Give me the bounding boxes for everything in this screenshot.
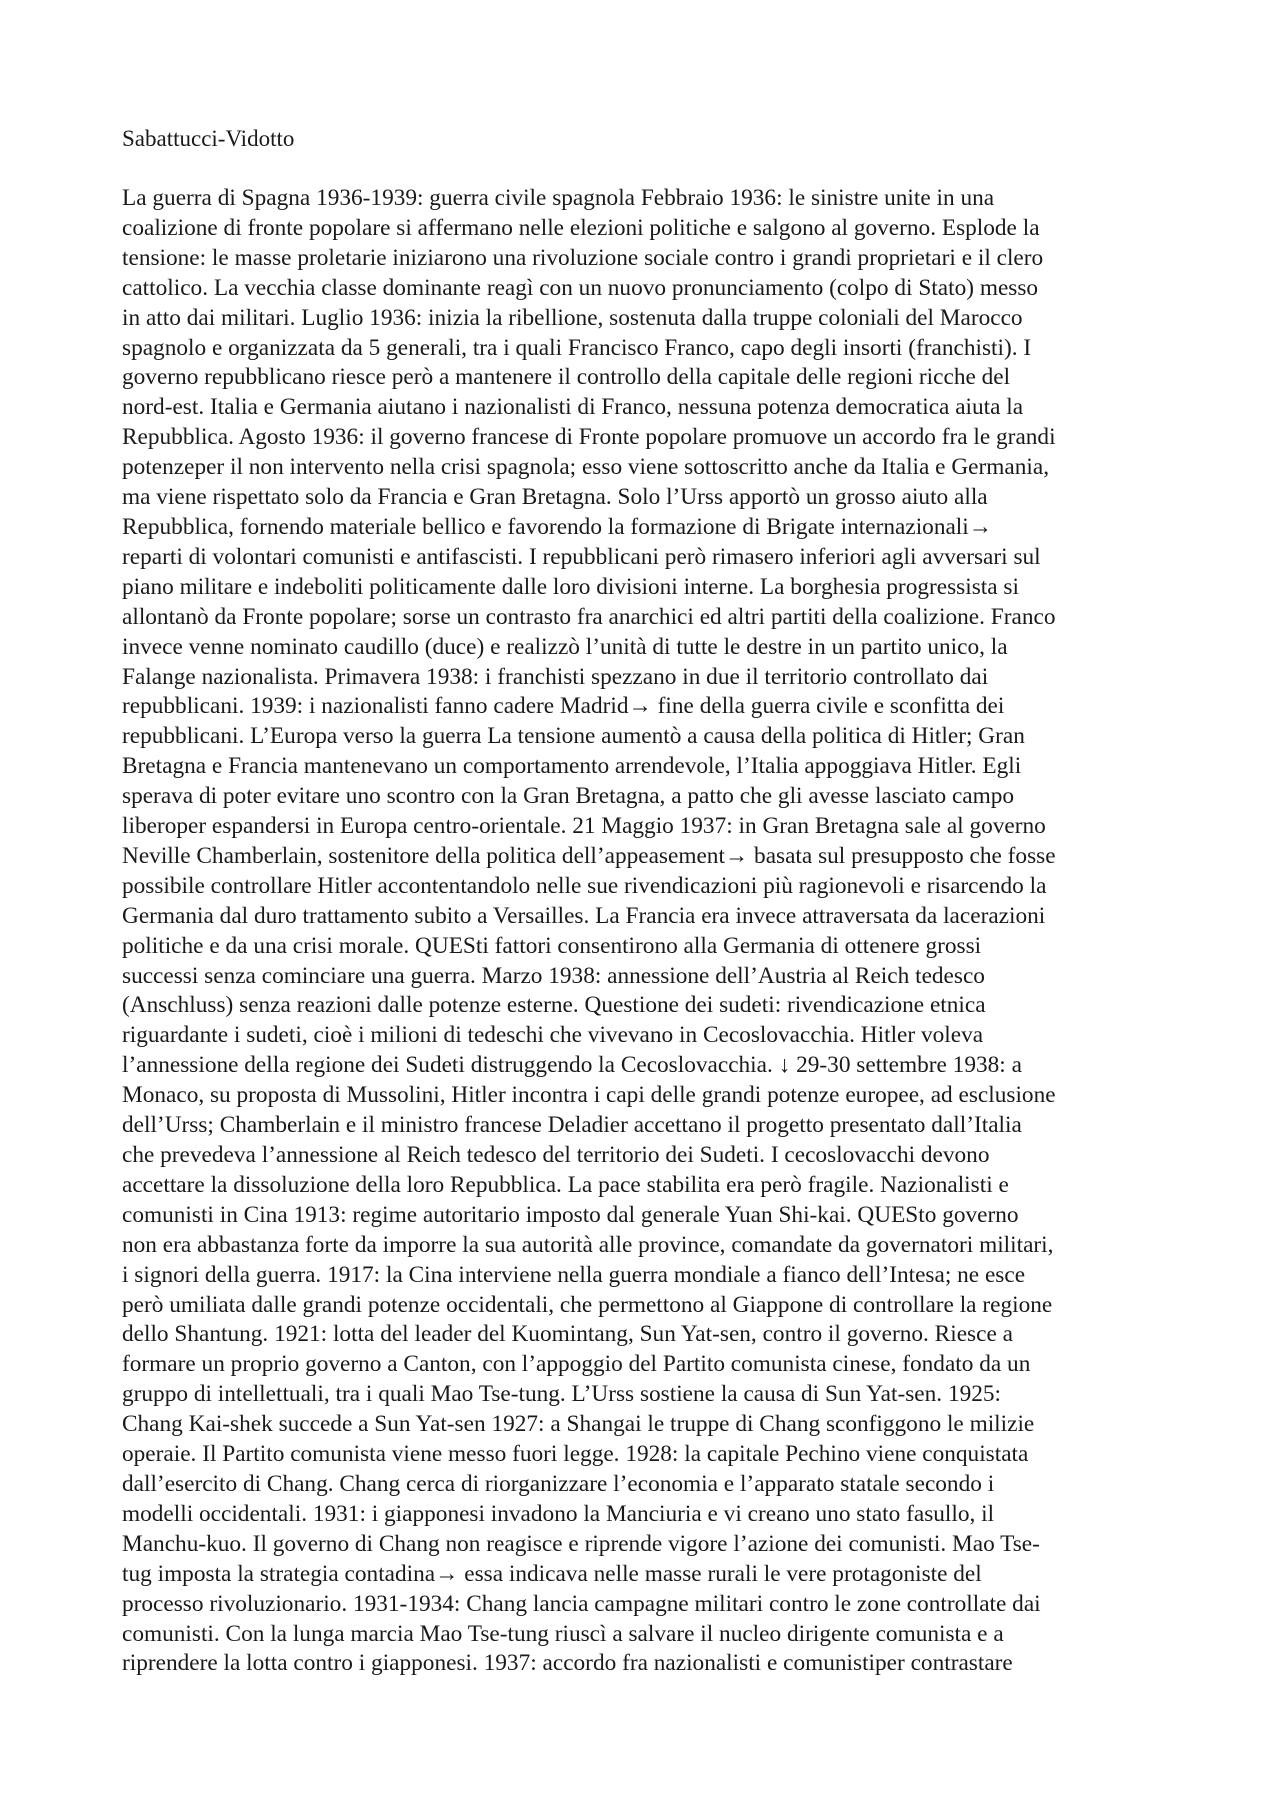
body-text-line: Falange nazionalista. Primavera 1938: i franchisti spezzano in due il territorio controllato dai [122,663,989,690]
body-text-line: ma viene rispettato solo da Francia e Gran Bretagna. Solo l’Urss apportò un grosso aiuto alla [122,484,988,511]
body-text-line: i signori della guerra. 1917: la Cina interviene nella guerra mondiale a fianco dell’Intesa; ne esce [122,1261,1026,1288]
body-text-line: Repubblica. Agosto 1936: il governo francese di Fronte popolare promuove un accordo fra le grandi [122,424,1056,451]
body-text-line: riprendere la lotta contro i giapponesi. 1937: accordo fra nazionalisti e comunistiper contrastare [122,1650,1013,1677]
body-text-line: nord-est. Italia e Germania aiutano i nazionalisti di Franco, nessuna potenza democratica aiuta la [122,394,1024,421]
body-text-line: possibile controllare Hitler accontentandolo nelle sue rivendicazioni più ragionevoli e risarcendo la [122,872,1047,899]
body-text-line: allontanò da Fronte popolare; sorse un contrasto fra anarchici ed altri partiti della coalizione. Franco [122,603,1056,630]
body-text-line: (Anschluss) senza reazioni dalle potenze esterne. Questione dei sudeti: rivendicazione etnica [122,992,986,1019]
body-text-line: spagnolo e organizzata da 5 generali, tra i quali Francisco Franco, capo degli insorti (franchisti). I [122,334,1032,361]
body-text-line: dall’esercito di Chang. Chang cerca di riorganizzare l’economia e l’apparato statale secondo i [122,1470,995,1497]
body-text-line: reparti di volontari comunisti e antifascisti. I repubblicani però rimasero inferiori agli avversari sul [122,543,1041,570]
body-text-line: politiche e da una crisi morale. QUESti fattori consentirono alla Germania di ottenere grossi [122,932,982,959]
body-text-line: però umiliata dalle grandi potenze occidentali, che permettono al Giappone di controllare la regione [122,1291,1053,1318]
body-text-line: successi senza cominciare una guerra. Marzo 1938: annessione dell’Austria al Reich tedesco [122,962,985,989]
body-text-line: accettare la dissoluzione della loro Repubblica. La pace stabilita era però fragile. Nazionalisti e [122,1171,1009,1198]
body-text-line: Repubblica, fornendo materiale bellico e favorendo la formazione di Brigate internazionali→ [122,513,993,540]
body-text-line: coalizione di fronte popolare si affermano nelle elezioni politiche e salgono al governo. Esplode la [122,214,1040,241]
body-text-line: Manchu-kuo. Il governo di Chang non reagisce e riprende vigore l’azione dei comunisti. Mao Tse- [122,1530,1040,1557]
body-text-line: repubblicani. 1939: i nazionalisti fanno cadere Madrid→ fine della guerra civile e sconfitta dei [122,693,1005,720]
body-text-line: Neville Chamberlain, sostenitore della politica dell’appeasement→ basata sul presupposto che fosse [122,842,1056,869]
body-text-line: dell’Urss; Chamberlain e il ministro francese Deladier accettano il progetto presentato dall’Italia [122,1112,1022,1139]
document-title: Sabattucci-Vidotto [122,126,295,151]
body-text-line: comunisti in Cina 1913: regime autoritario imposto dal generale Yuan Shi-kai. QUESto governo [122,1201,1019,1228]
body-text-line: che prevedeva l’annessione al Reich tedesco del territorio dei Sudeti. I cecoslovacchi devono [122,1142,990,1168]
body-text-line: sperava di poter evitare uno scontro con la Gran Bretagna, a patto che gli avesse lasciato campo [122,783,1015,810]
body-text-line: dello Shantung. 1921: lotta del leader del Kuomintang, Sun Yat-sen, contro il governo. Riesce a [122,1321,1013,1348]
body-text-line: repubblicani. L’Europa verso la guerra La tensione aumentò a causa della politica di Hitler; Gran [122,723,1025,750]
body-text-line: tensione: le masse proletarie iniziarono una rivoluzione sociale contro i grandi proprietari e il clero [122,244,1044,271]
body-text-line: l’annessione della regione dei Sudeti distruggendo la Cecoslovacchia. ↓ 29-30 settembre 1938: a [122,1052,1022,1079]
body-text-line: Monaco, su proposta di Mussolini, Hitler incontra i capi delle grandi potenze europee, ad esclusione [122,1082,1056,1109]
body-text-line: piano militare e indeboliti politicamente dalle loro divisioni interne. La borghesia progressista si [122,573,1019,600]
body-text-line: Germania dal duro trattamento subito a Versailles. La Francia era invece attraversata da lacerazioni [122,902,1046,929]
body-text-line: liberoper espandersi in Europa centro-orientale. 21 Maggio 1937: in Gran Bretagna sale al governo [122,813,1046,840]
body-text-line: Bretagna e Francia mantenevano un comportamento arrendevole, l’Italia appoggiava Hitler. Egli [122,753,1022,780]
body-text-line: formare un proprio governo a Canton, con l’appoggio del Partito comunista cinese, fondato da un [122,1351,1031,1378]
body-text-line: comunisti. Con la lunga marcia Mao Tse-tung riuscì a salvare il nucleo dirigente comunista e a [122,1620,1004,1647]
body-text-line: gruppo di intellettuali, tra i quali Mao Tse-tung. L’Urss sostiene la causa di Sun Yat-sen. 1925: [122,1381,1002,1408]
body-text-line: operaie. Il Partito comunista viene messo fuori legge. 1928: la capitale Pechino viene conquistata [122,1441,1029,1468]
body-text-line: Chang Kai-shek succede a Sun Yat-sen 1927: a Shangai le truppe di Chang sconfiggono le milizie [122,1411,1035,1438]
body-text-line: modelli occidentali. 1931: i giapponesi invadono la Manciuria e vi creano uno stato fasullo, il [122,1500,995,1527]
body-text-line: tug imposta la strategia contadina→ essa indicava nelle masse rurali le vere protagoniste del [122,1560,982,1587]
body-text-line: processo rivoluzionario. 1931-1934: Chang lancia campagne militari contro le zone controllate dai [122,1590,1041,1617]
body-text-line: invece venne nominato caudillo (duce) e realizzò l’unità di tutte le destre in un partito unico, la [122,633,1008,660]
body-text-line: cattolico. La vecchia classe dominante reagì con un nuovo pronunciamento (colpo di Stato) messo [122,274,1039,301]
document-body [122,184,1168,1679]
body-text-line: potenzeper il non intervento nella crisi spagnola; esso viene sottoscritto anche da Italia e Germania, [122,454,1050,481]
body-text-line: governo repubblicano riesce però a mantenere il controllo della capitale delle regioni ricche del [122,364,1011,391]
body-text-line: in atto dai militari. Luglio 1936: inizia la ribellione, sostenuta dalla truppe coloniali del Marocco [122,304,1023,331]
body-text-line: riguardante i sudeti, cioè i milioni di tedeschi che vivevano in Cecoslovacchia. Hitler voleva [122,1022,984,1049]
body-text-line: La guerra di Spagna 1936-1939: guerra civile spagnola Febbraio 1936: le sinistre unite in una [122,185,995,211]
body-text-line: non era abbastanza forte da imporre la sua autorità alle province, comandate da governatori militari, [122,1231,1054,1258]
